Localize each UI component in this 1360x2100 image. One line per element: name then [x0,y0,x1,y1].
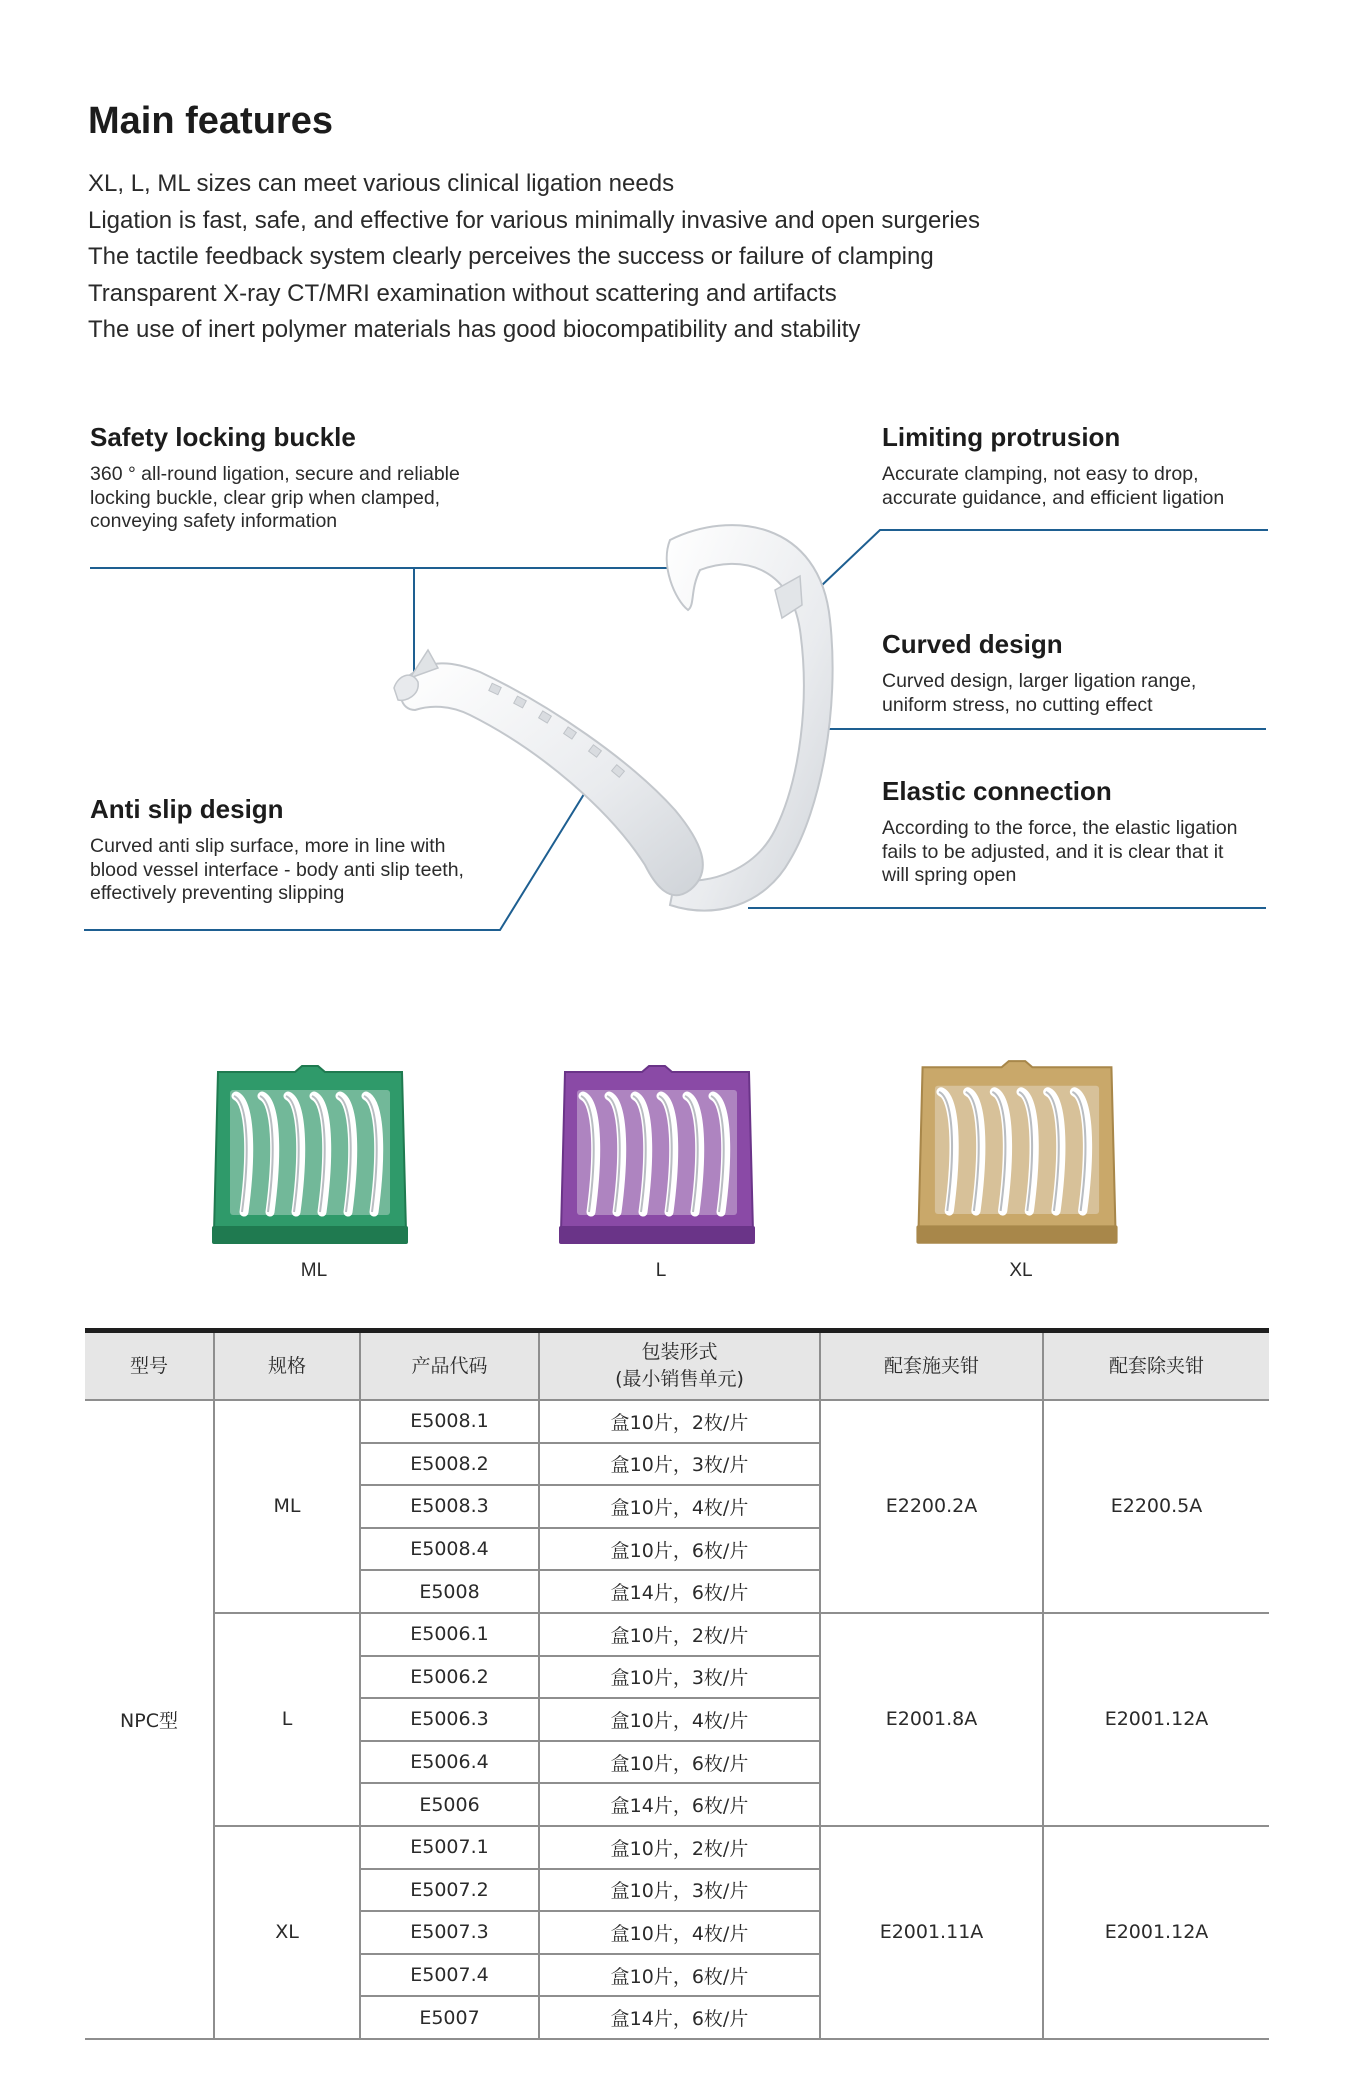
cell-size: L [214,1613,360,1826]
callout-description [882,670,1196,717]
header-packaging-line1: 包装形式 [641,1341,718,1363]
cartridge-xl-image [912,1057,1122,1252]
cell-size: XL [214,1826,360,2039]
feature-item: The tactile feedback system clearly perceives the success or failure of clamping [88,243,934,270]
cartridge-l [557,1062,757,1257]
cartridge-l-image [557,1062,757,1252]
cartridge-label-xl: XL [1009,1260,1033,1281]
callout-limiting-protrusion [882,422,1224,510]
callout-line: accurate guidance, and efficient ligation [882,486,1225,509]
cell-packaging: 盒10片，4枚/片 [539,1485,820,1528]
cell-packaging: 盒10片，6枚/片 [539,1528,820,1571]
header-product-code: 产品代码 [360,1331,539,1401]
cell-model: NPC型 [85,1400,214,2039]
page-title: Main features [88,100,333,142]
callout-curved-design [882,629,1196,717]
cell-product-code: E5007 [360,1996,539,2039]
callout-line: Curved anti slip surface, more in line with [90,835,446,857]
cell-packaging: 盒10片，2枚/片 [539,1613,820,1656]
cell-packaging: 盒10片，2枚/片 [539,1826,820,1869]
cell-remover: E2001.12A [1043,1826,1269,2039]
cell-packaging: 盒10片，3枚/片 [539,1869,820,1912]
callout-line: conveying safety information [90,510,338,532]
callout-description [882,463,1224,510]
callout-safety-locking-buckle [90,422,460,534]
cartridge-base [559,1226,755,1244]
cell-packaging: 盒10片，3枚/片 [539,1656,820,1699]
cell-packaging: 盒14片，6枚/片 [539,1996,820,2039]
callout-line: effectively preventing slipping [90,882,345,904]
callout-title: Limiting protrusion [882,422,1121,452]
callout-line: locking buckle, clear grip when clamped, [90,486,441,509]
cartridge-base [916,1225,1117,1243]
callout-line: fails to be adjusted, and it is clear that it [882,840,1224,863]
cell-product-code: E5008.3 [360,1485,539,1528]
callout-anti-slip-design [90,794,464,906]
cell-product-code: E5007.2 [360,1869,539,1912]
cell-packaging: 盒10片，6枚/片 [539,1741,820,1784]
callout-title: Elastic connection [882,776,1112,806]
callout-line: According to the force, the elastic ligation [882,817,1238,839]
feature-item: The use of inert polymer materials has good biocompatibility and stability [88,316,861,343]
callout-line: Accurate clamping, not easy to drop, [882,463,1199,485]
cell-product-code: E5008.2 [360,1443,539,1486]
cartridge-ml-image [210,1062,410,1252]
spec-table [85,1328,1269,2040]
cell-packaging: 盒10片，4枚/片 [539,1911,820,1954]
cell-product-code: E5006 [360,1783,539,1826]
cell-applier: E2001.8A [820,1613,1043,1826]
cell-remover: E2001.12A [1043,1613,1269,1826]
header-remover: 配套除夹钳 [1043,1331,1269,1401]
cartridge-window [230,1090,390,1215]
callout-elastic-connection [882,776,1238,888]
cell-packaging: 盒14片，6枚/片 [539,1570,820,1613]
cell-product-code: E5006.3 [360,1698,539,1741]
callout-line: Curved design, larger ligation range, [882,670,1197,692]
cell-applier: E2200.2A [820,1400,1043,1613]
cell-packaging: 盒10片，4枚/片 [539,1698,820,1741]
cell-product-code: E5008 [360,1570,539,1613]
cell-packaging: 盒10片，2枚/片 [539,1400,820,1443]
table-row [85,1613,1269,1656]
cartridge-ml [210,1062,410,1257]
callout-description [90,463,460,534]
cell-product-code: E5006.1 [360,1613,539,1656]
cell-size: ML [214,1400,360,1613]
callout-line: uniform stress, no cutting effect [882,693,1153,716]
cell-product-code: E5007.1 [360,1826,539,1869]
cartridge-xl [912,1057,1122,1257]
cell-remover: E2200.5A [1043,1400,1269,1613]
header-applier: 配套施夹钳 [820,1331,1043,1401]
cell-product-code: E5006.4 [360,1741,539,1784]
header-packaging-line2: (最小销售单元) [615,1368,744,1390]
callout-line: 360 ° all-round ligation, secure and reliable [90,463,460,485]
callout-title: Curved design [882,629,1063,659]
feature-item: Ligation is fast, safe, and effective for various minimally invasive and open surgeries [88,206,981,234]
cell-packaging: 盒10片，3枚/片 [539,1443,820,1486]
cell-applier: E2001.11A [820,1826,1043,2039]
callout-title: Anti slip design [90,794,284,824]
table-row [85,1400,1269,1443]
callout-line: blood vessel interface - body anti slip teeth, [90,858,464,881]
feature-item: XL, L, ML sizes can meet various clinical ligation needs [88,170,675,197]
table-row [85,1826,1269,1869]
table-body [85,1400,1269,2039]
callout-description [882,817,1238,888]
cell-product-code: E5008.1 [360,1400,539,1443]
cartridge-base [212,1226,408,1244]
header-size: 规格 [214,1331,360,1401]
cell-packaging: 盒14片，6枚/片 [539,1783,820,1826]
cell-product-code: E5007.3 [360,1911,539,1954]
cartridge-label-l: L [655,1260,667,1281]
callout-line: will spring open [882,864,1017,886]
callout-title: Safety locking buckle [90,422,356,452]
cartridge-window [935,1086,1099,1214]
cartridge-window [577,1090,737,1215]
cell-product-code: E5006.2 [360,1656,539,1699]
cell-packaging: 盒10片，6枚/片 [539,1954,820,1997]
header-packaging [539,1331,820,1401]
header-model: 型号 [85,1331,214,1401]
cell-product-code: E5008.4 [360,1528,539,1571]
table-header-row [85,1331,1269,1401]
cell-product-code: E5007.4 [360,1954,539,1997]
feature-item: Transparent X-ray CT/MRI examination without scattering and artifacts [88,279,837,307]
cartridge-label-ml: ML [300,1260,328,1281]
callout-description [90,835,464,906]
